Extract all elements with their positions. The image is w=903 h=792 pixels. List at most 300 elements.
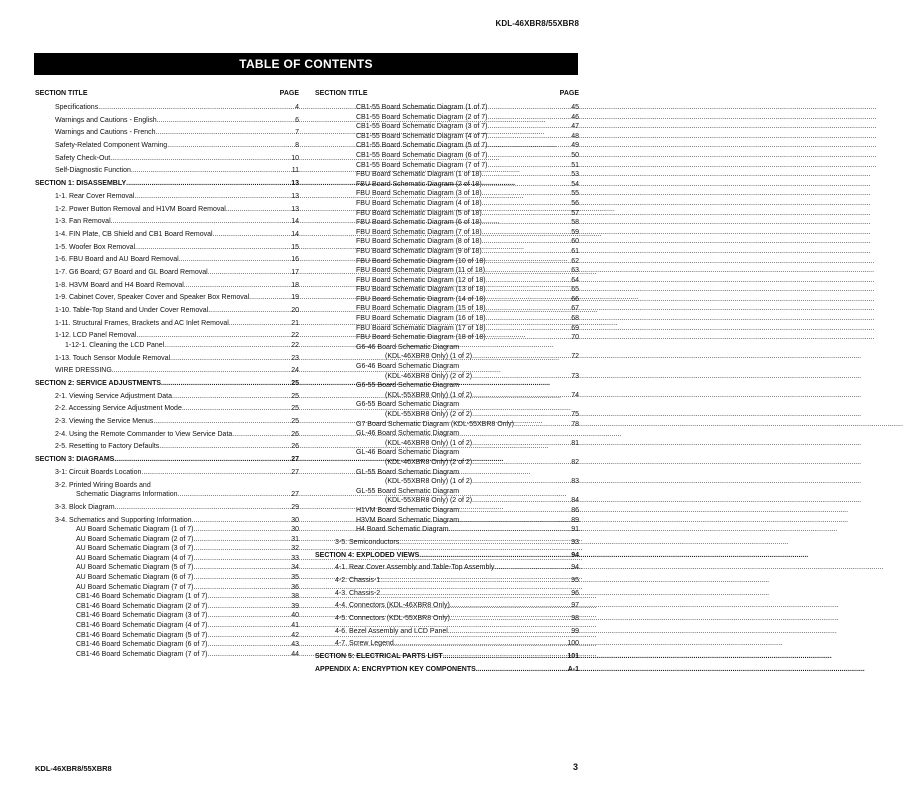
entry-title: (KDL-46XBR8 Only) (1 of 2) bbox=[385, 353, 473, 361]
toc-entry[interactable] bbox=[35, 230, 299, 240]
toc-entry[interactable] bbox=[315, 122, 579, 132]
dot-leader bbox=[450, 601, 570, 611]
dot-leader bbox=[135, 243, 290, 253]
entry-title: CB1-55 Board Schematic Diagram (3 of 7) bbox=[356, 123, 488, 131]
entry-title: G6-55 Board Schematic Diagram bbox=[356, 382, 460, 390]
entry-title: H3VM Board Schematic Diagram bbox=[356, 516, 460, 524]
entry-title: (KDL-46XBR8 Only) (2 of 2) bbox=[385, 458, 473, 466]
page-header: PAGE bbox=[279, 90, 299, 97]
entry-title: FBU Board Schematic Diagram (15 of 18) bbox=[356, 305, 486, 313]
dot-leader bbox=[110, 154, 290, 164]
toc-entry[interactable] bbox=[35, 503, 299, 513]
entry-page-number: 15 bbox=[291, 243, 299, 251]
entry-title: FBU Board Schematic Diagram (14 of 18) bbox=[356, 295, 486, 303]
entry-title: FBU Board Schematic Diagram (5 of 18) bbox=[356, 209, 482, 217]
dot-leader bbox=[472, 410, 570, 420]
dot-leader bbox=[488, 161, 571, 171]
toc-entry[interactable] bbox=[315, 429, 579, 439]
entry-page-number: 7 bbox=[295, 129, 299, 137]
toc-entry[interactable] bbox=[315, 576, 579, 586]
toc-entry[interactable] bbox=[315, 496, 579, 506]
entry-title: FBU Board Schematic Diagram (3 of 18) bbox=[356, 190, 482, 198]
entry-title: G7 Board Schematic Diagram (KDL-55XBR8 Only) bbox=[356, 420, 514, 428]
entry-page-number: 23 bbox=[291, 354, 299, 362]
entry-page-number: 72 bbox=[571, 353, 579, 361]
entry-title: FBU Board Schematic Diagram (8 of 18) bbox=[356, 238, 482, 246]
entry-title: 3-3. Block Diagram bbox=[55, 503, 115, 511]
toc-entry[interactable] bbox=[35, 217, 299, 227]
dot-leader bbox=[380, 576, 570, 586]
entry-title: AU Board Schematic Diagram (5 of 7) bbox=[76, 564, 194, 572]
toc-entry[interactable] bbox=[35, 154, 299, 164]
dot-leader bbox=[194, 563, 291, 573]
entry-page-number: 20 bbox=[291, 307, 299, 314]
toc-entry[interactable] bbox=[315, 333, 579, 343]
toc-section-entry[interactable] bbox=[35, 455, 299, 465]
toc-entry[interactable] bbox=[35, 535, 299, 545]
entry-page-number: 62 bbox=[571, 257, 579, 265]
toc-entry[interactable] bbox=[35, 640, 299, 650]
toc-entry[interactable] bbox=[35, 442, 299, 452]
toc-entry[interactable] bbox=[315, 304, 579, 314]
toc-entry[interactable] bbox=[315, 614, 579, 624]
toc-entry[interactable] bbox=[315, 151, 579, 161]
toc-entry[interactable] bbox=[315, 352, 579, 362]
entry-title: FBU Board Schematic Diagram (7 of 18) bbox=[356, 228, 482, 236]
toc-entry[interactable] bbox=[35, 544, 299, 554]
toc-entry[interactable] bbox=[315, 189, 579, 199]
entry-page-number: 22 bbox=[291, 332, 299, 340]
dot-leader bbox=[136, 331, 290, 341]
toc-entry[interactable] bbox=[35, 255, 299, 265]
dot-leader bbox=[229, 319, 290, 329]
toc-entry[interactable] bbox=[35, 430, 299, 440]
entry-title: AU Board Schematic Diagram (2 of 7) bbox=[76, 535, 194, 543]
toc-entry[interactable] bbox=[315, 458, 579, 468]
entry-title: CB1-55 Board Schematic Diagram (4 of 7) bbox=[356, 132, 488, 140]
toc-entry[interactable] bbox=[315, 448, 579, 458]
entry-page-number: 63 bbox=[571, 267, 579, 275]
toc-entry[interactable] bbox=[35, 554, 299, 564]
toc-entry[interactable] bbox=[35, 366, 299, 376]
toc-entry[interactable] bbox=[35, 592, 299, 602]
entry-title: FBU Board Schematic Diagram (6 of 18) bbox=[356, 219, 482, 227]
toc-entry[interactable] bbox=[35, 306, 299, 316]
entry-title: CB1-46 Board Schematic Diagram (7 of 7) bbox=[76, 650, 208, 658]
entry-page-number: 25 bbox=[291, 380, 299, 388]
entry-page-number: 35 bbox=[291, 574, 299, 582]
dot-leader bbox=[482, 247, 571, 257]
toc-entry[interactable] bbox=[35, 354, 299, 364]
entry-title: CB1-55 Board Schematic Diagram (2 of 7) bbox=[356, 113, 488, 121]
dot-leader bbox=[482, 228, 571, 238]
dot-leader bbox=[226, 205, 290, 215]
dot-leader bbox=[208, 631, 291, 641]
entry-title: G6-55 Board Schematic Diagram bbox=[356, 401, 460, 409]
entry-page-number: 14 bbox=[291, 218, 299, 226]
toc-entry[interactable] bbox=[35, 481, 299, 491]
toc-entry[interactable] bbox=[315, 257, 579, 267]
toc-entry[interactable] bbox=[315, 372, 579, 382]
dot-leader bbox=[194, 583, 291, 593]
toc-section-entry[interactable] bbox=[315, 652, 579, 662]
toc-entry[interactable] bbox=[315, 538, 579, 548]
toc-entry[interactable] bbox=[35, 331, 299, 341]
dot-leader bbox=[126, 179, 290, 189]
entry-title: G6-46 Board Schematic Diagram bbox=[356, 343, 460, 351]
entry-page-number: 25 bbox=[291, 392, 299, 400]
entry-title: AU Board Schematic Diagram (6 of 7) bbox=[76, 574, 194, 582]
entry-page-number: 26 bbox=[291, 443, 299, 451]
entry-title: (KDL-46XBR8 Only) (2 of 2) bbox=[385, 372, 473, 380]
dot-leader bbox=[488, 132, 571, 142]
toc-entry[interactable] bbox=[315, 237, 579, 247]
entry-title: 2-4. Using the Remote Commander to View Service Data bbox=[55, 430, 233, 438]
dot-leader bbox=[448, 627, 570, 637]
dot-leader bbox=[208, 268, 291, 278]
dot-leader bbox=[131, 166, 291, 176]
entry-title: (KDL-55XBR8 Only) (2 of 2) bbox=[385, 497, 473, 505]
entry-page-number: 67 bbox=[571, 305, 579, 313]
toc-entry[interactable] bbox=[315, 113, 579, 123]
dot-leader bbox=[192, 516, 291, 526]
entry-title: Self-Diagnostic Function bbox=[55, 167, 131, 175]
dot-leader bbox=[472, 496, 570, 506]
toc-entry[interactable] bbox=[315, 132, 579, 142]
section-title-header: SECTION TITLE bbox=[35, 90, 88, 97]
toc-entry[interactable] bbox=[315, 410, 579, 420]
dot-leader bbox=[114, 455, 290, 465]
entry-page-number: 13 bbox=[291, 205, 299, 213]
dot-leader bbox=[159, 442, 290, 452]
dot-leader bbox=[208, 640, 291, 650]
entry-page-number: 25 bbox=[291, 405, 299, 413]
entry-page-number: 78 bbox=[571, 420, 579, 428]
entry-page-number: 6 bbox=[295, 116, 299, 124]
entry-page-number: 68 bbox=[571, 315, 579, 323]
entry-title: (KDL-55XBR8 Only) (1 of 2) bbox=[385, 391, 473, 399]
dot-leader bbox=[249, 293, 290, 303]
dot-leader bbox=[459, 516, 570, 526]
toc-section-entry[interactable] bbox=[315, 665, 579, 675]
toc-entry[interactable] bbox=[315, 295, 579, 305]
entry-title: AU Board Schematic Diagram (7 of 7) bbox=[76, 583, 194, 591]
dot-leader bbox=[482, 218, 571, 228]
dot-leader bbox=[115, 503, 291, 513]
toc-entry[interactable] bbox=[315, 247, 579, 257]
toc-entry[interactable] bbox=[35, 611, 299, 621]
entry-page-number: 42 bbox=[291, 631, 299, 639]
entry-page-number: 50 bbox=[571, 151, 579, 159]
dot-leader bbox=[486, 304, 571, 314]
toc-entry[interactable] bbox=[315, 343, 579, 353]
dot-leader bbox=[98, 103, 294, 113]
dot-leader bbox=[472, 458, 570, 468]
toc-entry[interactable] bbox=[35, 268, 299, 278]
dot-leader bbox=[488, 141, 571, 151]
entry-page-number: 16 bbox=[291, 256, 299, 264]
toc-entry[interactable] bbox=[315, 439, 579, 449]
entry-page-number: 64 bbox=[571, 276, 579, 284]
entry-title: FBU Board Schematic Diagram (18 of 18) bbox=[356, 334, 486, 342]
toc-entry[interactable] bbox=[315, 362, 579, 372]
column-header bbox=[35, 90, 299, 103]
entry-page-number: 24 bbox=[291, 367, 299, 375]
toc-entry[interactable] bbox=[35, 516, 299, 526]
entry-page-number: 4 bbox=[295, 104, 299, 111]
dot-leader bbox=[472, 477, 570, 487]
entry-title: 4-1. Rear Cover Assembly and Table-Top Assembly bbox=[335, 564, 495, 572]
entry-page-number: 43 bbox=[291, 641, 299, 649]
entry-page-number: 51 bbox=[571, 161, 579, 169]
entry-page-number: 34 bbox=[291, 564, 299, 572]
entry-title: Schematic Diagrams Information bbox=[76, 491, 178, 499]
toc-entry[interactable] bbox=[315, 228, 579, 238]
toc-entry[interactable] bbox=[315, 420, 579, 430]
toc-entry[interactable] bbox=[35, 319, 299, 329]
toc-entry[interactable] bbox=[315, 276, 579, 286]
toc-entry[interactable] bbox=[35, 468, 299, 478]
entry-page-number: 13 bbox=[291, 192, 299, 200]
toc-entry[interactable] bbox=[315, 324, 579, 334]
toc-entry[interactable] bbox=[35, 404, 299, 414]
toc-entry[interactable] bbox=[315, 506, 579, 516]
dot-leader bbox=[472, 352, 570, 362]
entry-title: SECTION 2: SERVICE ADJUSTMENTS bbox=[35, 380, 162, 388]
toc-entry[interactable] bbox=[35, 341, 299, 351]
entry-title: 1-7. G6 Board; G7 Board and GL Board Removal bbox=[55, 268, 208, 276]
toc-entry[interactable] bbox=[35, 293, 299, 303]
toc-entry[interactable] bbox=[35, 103, 299, 113]
toc-section-entry[interactable] bbox=[35, 179, 299, 189]
entry-title: APPENDIX A: ENCRYPTION KEY COMPONENTS bbox=[315, 665, 476, 673]
toc-entry[interactable] bbox=[35, 243, 299, 253]
entry-page-number: A-1 bbox=[567, 665, 579, 673]
toc-entry[interactable] bbox=[315, 161, 579, 171]
dot-leader bbox=[485, 266, 570, 276]
toc-entry[interactable] bbox=[315, 639, 579, 649]
entry-page-number: 31 bbox=[291, 535, 299, 543]
entry-page-number: 27 bbox=[291, 456, 299, 464]
entry-page-number: 59 bbox=[571, 228, 579, 236]
toc-entry[interactable] bbox=[35, 583, 299, 593]
entry-title: Warnings and Cautions - French bbox=[55, 129, 156, 137]
dot-leader bbox=[232, 430, 290, 440]
toc-entry[interactable] bbox=[315, 285, 579, 295]
entry-title: 1-8. H3VM Board and H4 Board Removal bbox=[55, 281, 184, 289]
entry-title: SECTION 3: DIAGRAMS bbox=[35, 456, 115, 464]
toc-entry[interactable] bbox=[315, 487, 579, 497]
dot-leader bbox=[494, 563, 570, 573]
toc-entry[interactable] bbox=[315, 381, 579, 391]
dot-leader bbox=[178, 490, 291, 500]
toc-entry[interactable] bbox=[315, 525, 579, 535]
page-header: PAGE bbox=[559, 90, 579, 97]
entry-page-number: 56 bbox=[571, 199, 579, 207]
entry-page-number: 84 bbox=[571, 497, 579, 505]
toc-entry[interactable] bbox=[315, 141, 579, 151]
toc-entry[interactable] bbox=[315, 391, 579, 401]
toc-list bbox=[315, 103, 579, 674]
toc-entry[interactable] bbox=[315, 199, 579, 209]
entry-page-number: 69 bbox=[571, 324, 579, 332]
toc-section-entry[interactable] bbox=[315, 551, 579, 561]
entry-page-number: 95 bbox=[571, 576, 579, 584]
dot-leader bbox=[194, 544, 291, 554]
dot-leader bbox=[208, 650, 291, 660]
entry-title: FBU Board Schematic Diagram (2 of 18) bbox=[356, 180, 482, 188]
entry-page-number: 101 bbox=[567, 653, 579, 660]
entry-page-number: 61 bbox=[571, 247, 579, 255]
entry-title: 4-7. Screw Legend bbox=[335, 640, 394, 648]
entry-title: 2-2. Accessing Service Adjustment Mode bbox=[55, 405, 182, 413]
entry-page-number: 36 bbox=[291, 583, 299, 591]
toc-entry[interactable] bbox=[315, 516, 579, 526]
entry-title: 4-5. Connectors (KDL-55XBR8 Only) bbox=[335, 614, 450, 622]
dot-leader bbox=[208, 592, 291, 602]
toc-entry[interactable] bbox=[35, 166, 299, 176]
entry-title: (KDL-55XBR8 Only) (1 of 2) bbox=[385, 478, 473, 486]
toc-entry[interactable] bbox=[315, 266, 579, 276]
toc-entry[interactable] bbox=[35, 417, 299, 427]
entry-title: 3-5. Semiconductors bbox=[335, 538, 400, 546]
toc-entry[interactable] bbox=[315, 103, 579, 113]
entry-title: 2-5. Resetting to Factory Defaults bbox=[55, 443, 160, 451]
toc-entry[interactable] bbox=[315, 601, 579, 611]
entry-title: CB1-55 Board Schematic Diagram (5 of 7) bbox=[356, 142, 488, 150]
column-header bbox=[315, 90, 579, 103]
toc-entry[interactable] bbox=[35, 281, 299, 291]
dot-leader bbox=[472, 439, 570, 449]
toc-entry[interactable] bbox=[315, 563, 579, 573]
toc-entry[interactable] bbox=[315, 180, 579, 190]
entry-page-number: 45 bbox=[571, 104, 579, 111]
dot-leader bbox=[514, 420, 570, 430]
entry-title: 3-1: Circuit Boards Location bbox=[55, 468, 142, 476]
toc-section-entry[interactable] bbox=[35, 379, 299, 389]
entry-page-number: 83 bbox=[571, 478, 579, 486]
dot-leader bbox=[486, 295, 571, 305]
dot-leader bbox=[157, 116, 294, 126]
entry-title: GL-55 Board Schematic Diagram bbox=[356, 487, 460, 495]
entry-page-number: 40 bbox=[291, 612, 299, 620]
dot-leader bbox=[182, 404, 290, 414]
toc-entry[interactable] bbox=[35, 573, 299, 583]
entry-page-number: 54 bbox=[571, 180, 579, 188]
dot-leader bbox=[482, 209, 571, 219]
toc-entry[interactable] bbox=[315, 209, 579, 219]
entry-title: 1-10. Table-Top Stand and Under Cover Removal bbox=[55, 307, 209, 314]
entry-page-number: 11 bbox=[291, 167, 299, 175]
entry-page-number: 33 bbox=[291, 554, 299, 562]
entry-page-number: 94 bbox=[571, 551, 579, 559]
entry-page-number: 89 bbox=[571, 516, 579, 524]
entry-title: FBU Board Schematic Diagram (10 of 18) bbox=[356, 257, 486, 265]
toc-entry[interactable] bbox=[315, 589, 579, 599]
entry-page-number: 91 bbox=[571, 526, 579, 534]
toc-column-right bbox=[315, 90, 579, 674]
entry-title: CB1-46 Board Schematic Diagram (3 of 7) bbox=[76, 612, 208, 620]
toc-entry[interactable] bbox=[315, 400, 579, 410]
dot-leader bbox=[419, 551, 570, 561]
entry-title: 1-4. FIN Plate, CB Shield and CB1 Board Removal bbox=[55, 230, 213, 238]
entry-title: 2-3. Viewing the Service Menus bbox=[55, 418, 154, 426]
dot-leader bbox=[486, 285, 571, 295]
toc-entry[interactable] bbox=[315, 468, 579, 478]
dot-leader bbox=[164, 341, 290, 351]
entry-page-number: 47 bbox=[571, 123, 579, 131]
entry-title: G6-46 Board Schematic Diagram bbox=[356, 363, 460, 371]
dot-leader bbox=[134, 192, 290, 202]
toc-entry[interactable] bbox=[315, 477, 579, 487]
entry-page-number: 60 bbox=[571, 238, 579, 246]
toc-column-left bbox=[35, 90, 299, 659]
dot-leader bbox=[449, 525, 571, 535]
entry-title: 3-4. Schematics and Supporting Information bbox=[55, 516, 192, 524]
toc-entry[interactable] bbox=[35, 205, 299, 215]
toc-entry[interactable] bbox=[315, 218, 579, 228]
toc-entry[interactable] bbox=[35, 650, 299, 660]
toc-entry[interactable] bbox=[35, 392, 299, 402]
toc-entry[interactable] bbox=[35, 116, 299, 126]
entry-title: 1-2. Power Button Removal and H1VM Board Removal bbox=[55, 205, 226, 213]
toc-entry[interactable] bbox=[35, 490, 299, 500]
toc-entry[interactable] bbox=[35, 563, 299, 573]
toc-entry[interactable] bbox=[315, 314, 579, 324]
entry-title: GL-55 Board Schematic Diagram bbox=[356, 468, 460, 476]
toc-entry[interactable] bbox=[35, 141, 299, 151]
entry-page-number: 98 bbox=[571, 614, 579, 622]
entry-title: CB1-46 Board Schematic Diagram (2 of 7) bbox=[76, 602, 208, 610]
entry-title: CB1-46 Board Schematic Diagram (4 of 7) bbox=[76, 622, 208, 630]
entry-title: AU Board Schematic Diagram (4 of 7) bbox=[76, 554, 194, 562]
entry-page-number: 97 bbox=[571, 602, 579, 610]
entry-page-number: 21 bbox=[291, 319, 299, 327]
toc-entry[interactable] bbox=[315, 170, 579, 180]
dot-leader bbox=[443, 652, 567, 662]
entry-title: FBU Board Schematic Diagram (12 of 18) bbox=[356, 276, 486, 284]
footer-model: KDL-46XBR8/55XBR8 bbox=[35, 764, 112, 773]
dot-leader bbox=[399, 538, 570, 548]
dot-leader bbox=[482, 199, 571, 209]
entry-page-number: 29 bbox=[291, 503, 299, 511]
toc-entry[interactable] bbox=[35, 128, 299, 138]
entry-title: Safety-Related Component Warning bbox=[55, 142, 168, 150]
toc-entry[interactable] bbox=[315, 627, 579, 637]
entry-page-number: 57 bbox=[571, 209, 579, 217]
entry-page-number: 8 bbox=[295, 142, 299, 150]
toc-entry[interactable] bbox=[35, 631, 299, 641]
toc-entry[interactable] bbox=[35, 525, 299, 535]
dot-leader bbox=[380, 589, 570, 599]
toc-entry[interactable] bbox=[35, 621, 299, 631]
entry-title: SECTION 5: ELECTRICAL PARTS LIST bbox=[315, 653, 443, 660]
entry-title: (KDL-55XBR8 Only) (2 of 2) bbox=[385, 411, 473, 418]
entry-title: H4 Board Schematic Diagram bbox=[356, 526, 449, 534]
entry-title: Safety Check-Out bbox=[55, 154, 111, 162]
page-title: TABLE OF CONTENTS bbox=[34, 53, 578, 75]
dot-leader bbox=[459, 506, 570, 516]
entry-title: AU Board Schematic Diagram (3 of 7) bbox=[76, 545, 194, 553]
dot-leader bbox=[194, 535, 291, 545]
page-number: 3 bbox=[572, 762, 578, 772]
header-model: KDL-46XBR8/55XBR8 bbox=[495, 19, 579, 28]
entry-title: FBU Board Schematic Diagram (16 of 18) bbox=[356, 315, 486, 323]
entry-title: GL-46 Board Schematic Diagram bbox=[356, 449, 460, 457]
dot-leader bbox=[153, 417, 290, 427]
toc-entry[interactable] bbox=[35, 602, 299, 612]
toc-entry[interactable] bbox=[35, 192, 299, 202]
